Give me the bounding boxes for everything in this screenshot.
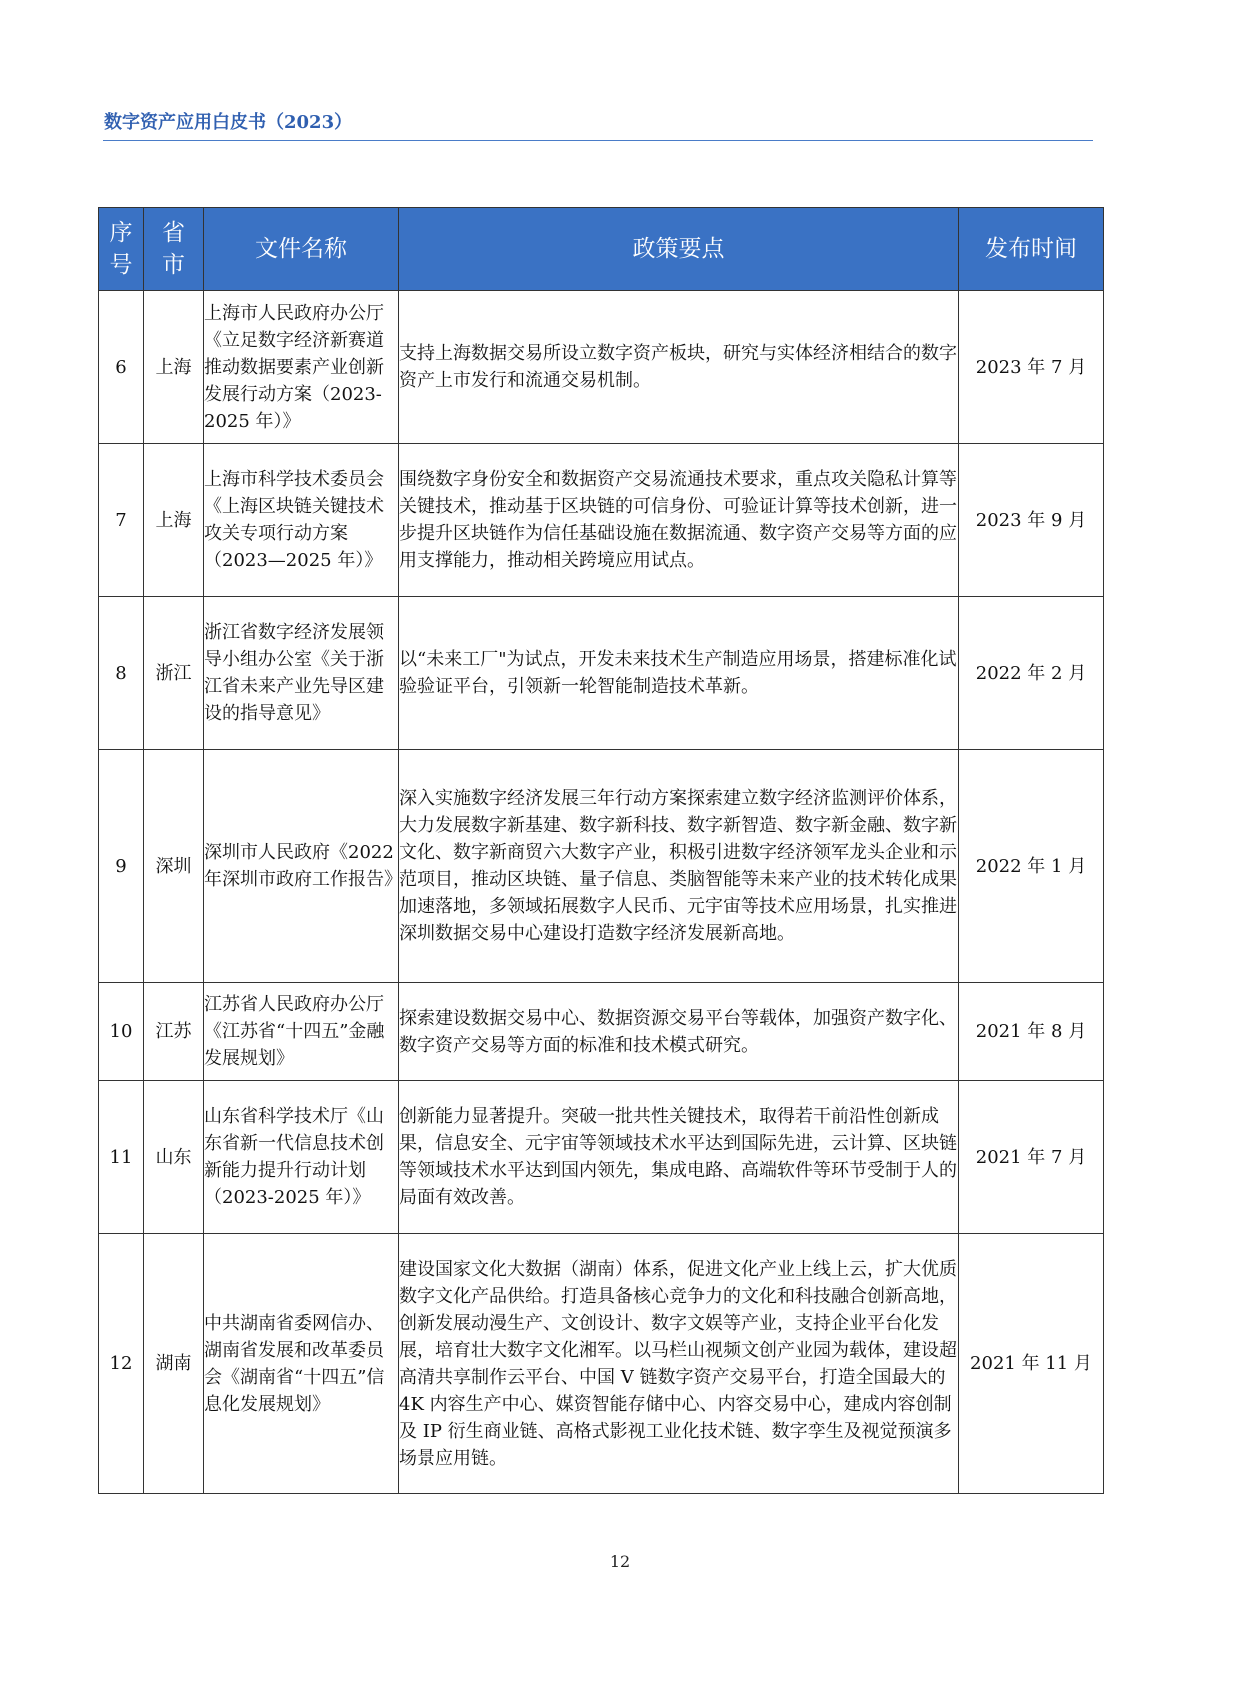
row-province: 浙江 <box>144 597 204 750</box>
row-policy-points: 创新能力显著提升。突破一批共性关键技术，取得若干前沿性创新成果，信息安全、元宇宙等领域技术水平达到国际先进，云计算、区块链等领域技术水平达到国内领先，集成电路、高端软件等环节受制于人的局面有效改善。 <box>399 1081 959 1234</box>
document-header-title: 数字资产应用白皮书（2023） <box>104 112 353 133</box>
row-number: 7 <box>99 444 144 597</box>
row-release-date: 2022 年 1 月 <box>959 750 1104 983</box>
row-province: 湖南 <box>144 1234 204 1494</box>
row-province: 江苏 <box>144 983 204 1081</box>
column-header-province: 省市 <box>144 208 204 291</box>
row-policy-points: 探索建设数据交易中心、数据资源交易平台等载体，加强资产数字化、数字资产交易等方面的标准和技术模式研究。 <box>399 983 959 1081</box>
row-document-title: 上海市人民政府办公厅《立足数字经济新赛道推动数据要素产业创新发展行动方案（2023-2025 年）》 <box>204 291 399 444</box>
table-row <box>99 983 1104 1081</box>
row-policy-points: 建设国家文化大数据（湖南）体系，促进文化产业上线上云，扩大优质数字文化产品供给。打造具备核心竞争力的文化和科技融合创新高地，创新发展动漫生产、文创设计、数字文娱等产业，支持企业平台化发展，培育壮大数字文化湘军。以马栏山视频文创产业园为载体，建设超高清共享制作云平台、中国 V 链数字资产交易平台，打造全国最大的 4K 内容生产中心、媒资智能存储中心、内容交易中心，建成内容创制及 IP 衍生商业链、高格式影视工业化技术链、数字孪生及视觉预演多场景应用链。 <box>399 1234 959 1494</box>
row-release-date: 2021 年 7 月 <box>959 1081 1104 1234</box>
row-policy-points: 支持上海数据交易所设立数字资产板块，研究与实体经济相结合的数字资产上市发行和流通交易机制。 <box>399 291 959 444</box>
row-document-title: 中共湖南省委网信办、湖南省发展和改革委员会《湖南省“十四五”信息化发展规划》 <box>204 1234 399 1494</box>
row-province: 上海 <box>144 444 204 597</box>
table-row <box>99 1234 1104 1494</box>
table-row <box>99 750 1104 983</box>
row-release-date: 2021 年 11 月 <box>959 1234 1104 1494</box>
column-header-title: 文件名称 <box>204 208 399 291</box>
column-header-points: 政策要点 <box>399 208 959 291</box>
row-number: 6 <box>99 291 144 444</box>
row-document-title: 山东省科学技术厅《山东省新一代信息技术创新能力提升行动计划（2023-2025 年）》 <box>204 1081 399 1234</box>
row-document-title: 江苏省人民政府办公厅《江苏省“十四五”金融发展规划》 <box>204 983 399 1081</box>
row-policy-points: 以“未来工厂"为试点，开发未来技术生产制造应用场景，搭建标准化试验验证平台，引领新一轮智能制造技术革新。 <box>399 597 959 750</box>
row-policy-points: 深入实施数字经济发展三年行动方案探索建立数字经济监测评价体系，大力发展数字新基建、数字新科技、数字新智造、数字新金融、数字新文化、数字新商贸六大数字产业，积极引进数字经济领军龙头企业和示范项目，推动区块链、量子信息、类脑智能等未来产业的技术转化成果加速落地，多领域拓展数字人民币、元宇宙等技术应用场景，扎实推进深圳数据交易中心建设打造数字经济发展新高地。 <box>399 750 959 983</box>
page-number: 12 <box>609 1552 631 1571</box>
row-document-title: 上海市科学技术委员会《上海区块链关键技术攻关专项行动方案（2023—2025 年）》 <box>204 444 399 597</box>
row-province: 上海 <box>144 291 204 444</box>
row-number: 12 <box>99 1234 144 1494</box>
table-row <box>99 597 1104 750</box>
row-release-date: 2022 年 2 月 <box>959 597 1104 750</box>
row-document-title: 浙江省数字经济发展领导小组办公室《关于浙江省未来产业先导区建设的指导意见》 <box>204 597 399 750</box>
row-province: 深圳 <box>144 750 204 983</box>
policy-table <box>98 207 1104 1494</box>
row-number: 9 <box>99 750 144 983</box>
header-divider <box>103 140 1093 141</box>
row-number: 8 <box>99 597 144 750</box>
row-number: 11 <box>99 1081 144 1234</box>
row-release-date: 2023 年 7 月 <box>959 291 1104 444</box>
table-row <box>99 1081 1104 1234</box>
row-province: 山东 <box>144 1081 204 1234</box>
row-release-date: 2023 年 9 月 <box>959 444 1104 597</box>
column-header-date: 发布时间 <box>959 208 1104 291</box>
row-policy-points: 围绕数字身份安全和数据资产交易流通技术要求，重点攻关隐私计算等关键技术，推动基于区块链的可信身份、可验证计算等技术创新，进一步提升区块链作为信任基础设施在数据流通、数字资产交易等方面的应用支撑能力，推动相关跨境应用试点。 <box>399 444 959 597</box>
table-row <box>99 291 1104 444</box>
table-row <box>99 444 1104 597</box>
row-document-title: 深圳市人民政府《2022 年深圳市政府工作报告》 <box>204 750 399 983</box>
column-header-no: 序号 <box>99 208 144 291</box>
table-header-row <box>99 208 1104 291</box>
row-number: 10 <box>99 983 144 1081</box>
row-release-date: 2021 年 8 月 <box>959 983 1104 1081</box>
